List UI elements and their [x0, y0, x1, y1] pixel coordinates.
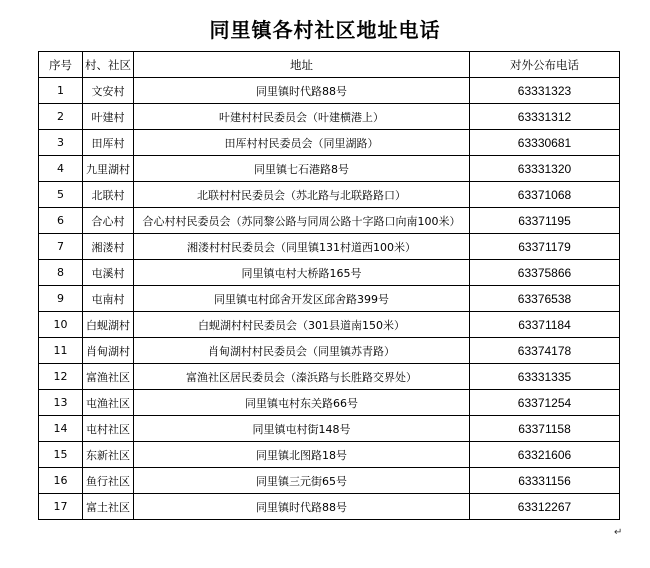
- table-row: [39, 364, 620, 390]
- cell-address: 同里镇屯村大桥路165号: [134, 260, 470, 286]
- cell-phone: 63374178: [470, 338, 620, 364]
- cell-address: 湘溇村村民委员会（同里镇131村道西100米）: [134, 234, 470, 260]
- table-row: [39, 104, 620, 130]
- cell-phone: 63371195: [470, 208, 620, 234]
- cell-village: 屯溪村: [83, 260, 134, 286]
- cell-address: 富渔社区居民委员会（溱浜路与长胜路交界处）: [134, 364, 470, 390]
- cell-index: 5: [39, 182, 83, 208]
- table-row: [39, 286, 620, 312]
- cell-village: 九里湖村: [83, 156, 134, 182]
- cell-phone: 63371179: [470, 234, 620, 260]
- cell-phone: 63331323: [470, 78, 620, 104]
- cell-address: 同里镇时代路88号: [134, 78, 470, 104]
- cell-phone: 63331335: [470, 364, 620, 390]
- cell-address: 同里镇屯村邱舍开发区邱舍路399号: [134, 286, 470, 312]
- cell-address: 同里镇三元街65号: [134, 468, 470, 494]
- cell-phone: 63331312: [470, 104, 620, 130]
- table-row: [39, 78, 620, 104]
- table-row: [39, 468, 620, 494]
- cell-phone: 63331156: [470, 468, 620, 494]
- cell-village: 屯渔社区: [83, 390, 134, 416]
- cell-address: 肖甸湖村村民委员会（同里镇苏青路）: [134, 338, 470, 364]
- cell-index: 11: [39, 338, 83, 364]
- cell-phone: 63331320: [470, 156, 620, 182]
- cell-phone: 63376538: [470, 286, 620, 312]
- cell-address: 合心村村民委员会（苏同黎公路与同周公路十字路口向南100米）: [134, 208, 470, 234]
- table-header-row: [39, 52, 620, 78]
- cell-address: 同里镇屯村东关路66号: [134, 390, 470, 416]
- table-row: [39, 234, 620, 260]
- cell-index: 1: [39, 78, 83, 104]
- table-row: [39, 260, 620, 286]
- cell-village: 叶建村: [83, 104, 134, 130]
- cell-phone: 63371158: [470, 416, 620, 442]
- cell-village: 东新社区: [83, 442, 134, 468]
- cell-index: 17: [39, 494, 83, 520]
- cell-village: 田厍村: [83, 130, 134, 156]
- cell-index: 14: [39, 416, 83, 442]
- header-phone: 对外公布电话: [470, 52, 620, 78]
- cell-village: 北联村: [83, 182, 134, 208]
- cell-address: 同里镇屯村街148号: [134, 416, 470, 442]
- cell-address: 田厍村村民委员会（同里湖路）: [134, 130, 470, 156]
- header-village: 村、社区: [83, 52, 134, 78]
- cell-phone: 63330681: [470, 130, 620, 156]
- cell-phone: 63371068: [470, 182, 620, 208]
- cell-phone: 63321606: [470, 442, 620, 468]
- cell-village: 白蚬湖村: [83, 312, 134, 338]
- cell-index: 13: [39, 390, 83, 416]
- cell-index: 9: [39, 286, 83, 312]
- cell-village: 富渔社区: [83, 364, 134, 390]
- cell-phone: 63371184: [470, 312, 620, 338]
- document-title: 同里镇各村社区地址电话: [209, 18, 441, 42]
- cell-index: 2: [39, 104, 83, 130]
- cell-index: 15: [39, 442, 83, 468]
- table-row: [39, 494, 620, 520]
- cell-phone: 63375866: [470, 260, 620, 286]
- header-address: 地址: [134, 52, 470, 78]
- cell-village: 屯村社区: [83, 416, 134, 442]
- cell-village: 文安村: [83, 78, 134, 104]
- table-row: [39, 130, 620, 156]
- cell-village: 肖甸湖村: [83, 338, 134, 364]
- cell-index: 10: [39, 312, 83, 338]
- table-row: [39, 208, 620, 234]
- cell-address: 同里镇七石港路8号: [134, 156, 470, 182]
- cell-address: 叶建村村民委员会（叶建横港上）: [134, 104, 470, 130]
- table-row: [39, 416, 620, 442]
- cell-address: 白蚬湖村村民委员会（301县道南150米）: [134, 312, 470, 338]
- table-row: [39, 182, 620, 208]
- cell-index: 4: [39, 156, 83, 182]
- cell-phone: 63371254: [470, 390, 620, 416]
- cell-village: 合心村: [83, 208, 134, 234]
- cell-address: 同里镇北图路18号: [134, 442, 470, 468]
- table-row: [39, 390, 620, 416]
- table-row: [39, 156, 620, 182]
- address-phone-table: [38, 51, 620, 520]
- cell-index: 3: [39, 130, 83, 156]
- table-row: [39, 442, 620, 468]
- cell-village: 湘溇村: [83, 234, 134, 260]
- cell-village: 鱼行社区: [83, 468, 134, 494]
- cell-village: 屯南村: [83, 286, 134, 312]
- cell-index: 16: [39, 468, 83, 494]
- cell-address: 北联村村民委员会（苏北路与北联路路口）: [134, 182, 470, 208]
- cell-index: 7: [39, 234, 83, 260]
- cell-index: 12: [39, 364, 83, 390]
- cell-village: 富土社区: [83, 494, 134, 520]
- table-row: [39, 338, 620, 364]
- header-index: 序号: [39, 52, 83, 78]
- paragraph-mark-icon: ↵: [614, 527, 623, 538]
- cell-index: 8: [39, 260, 83, 286]
- cell-index: 6: [39, 208, 83, 234]
- cell-address: 同里镇时代路88号: [134, 494, 470, 520]
- table-row: [39, 312, 620, 338]
- cell-phone: 63312267: [470, 494, 620, 520]
